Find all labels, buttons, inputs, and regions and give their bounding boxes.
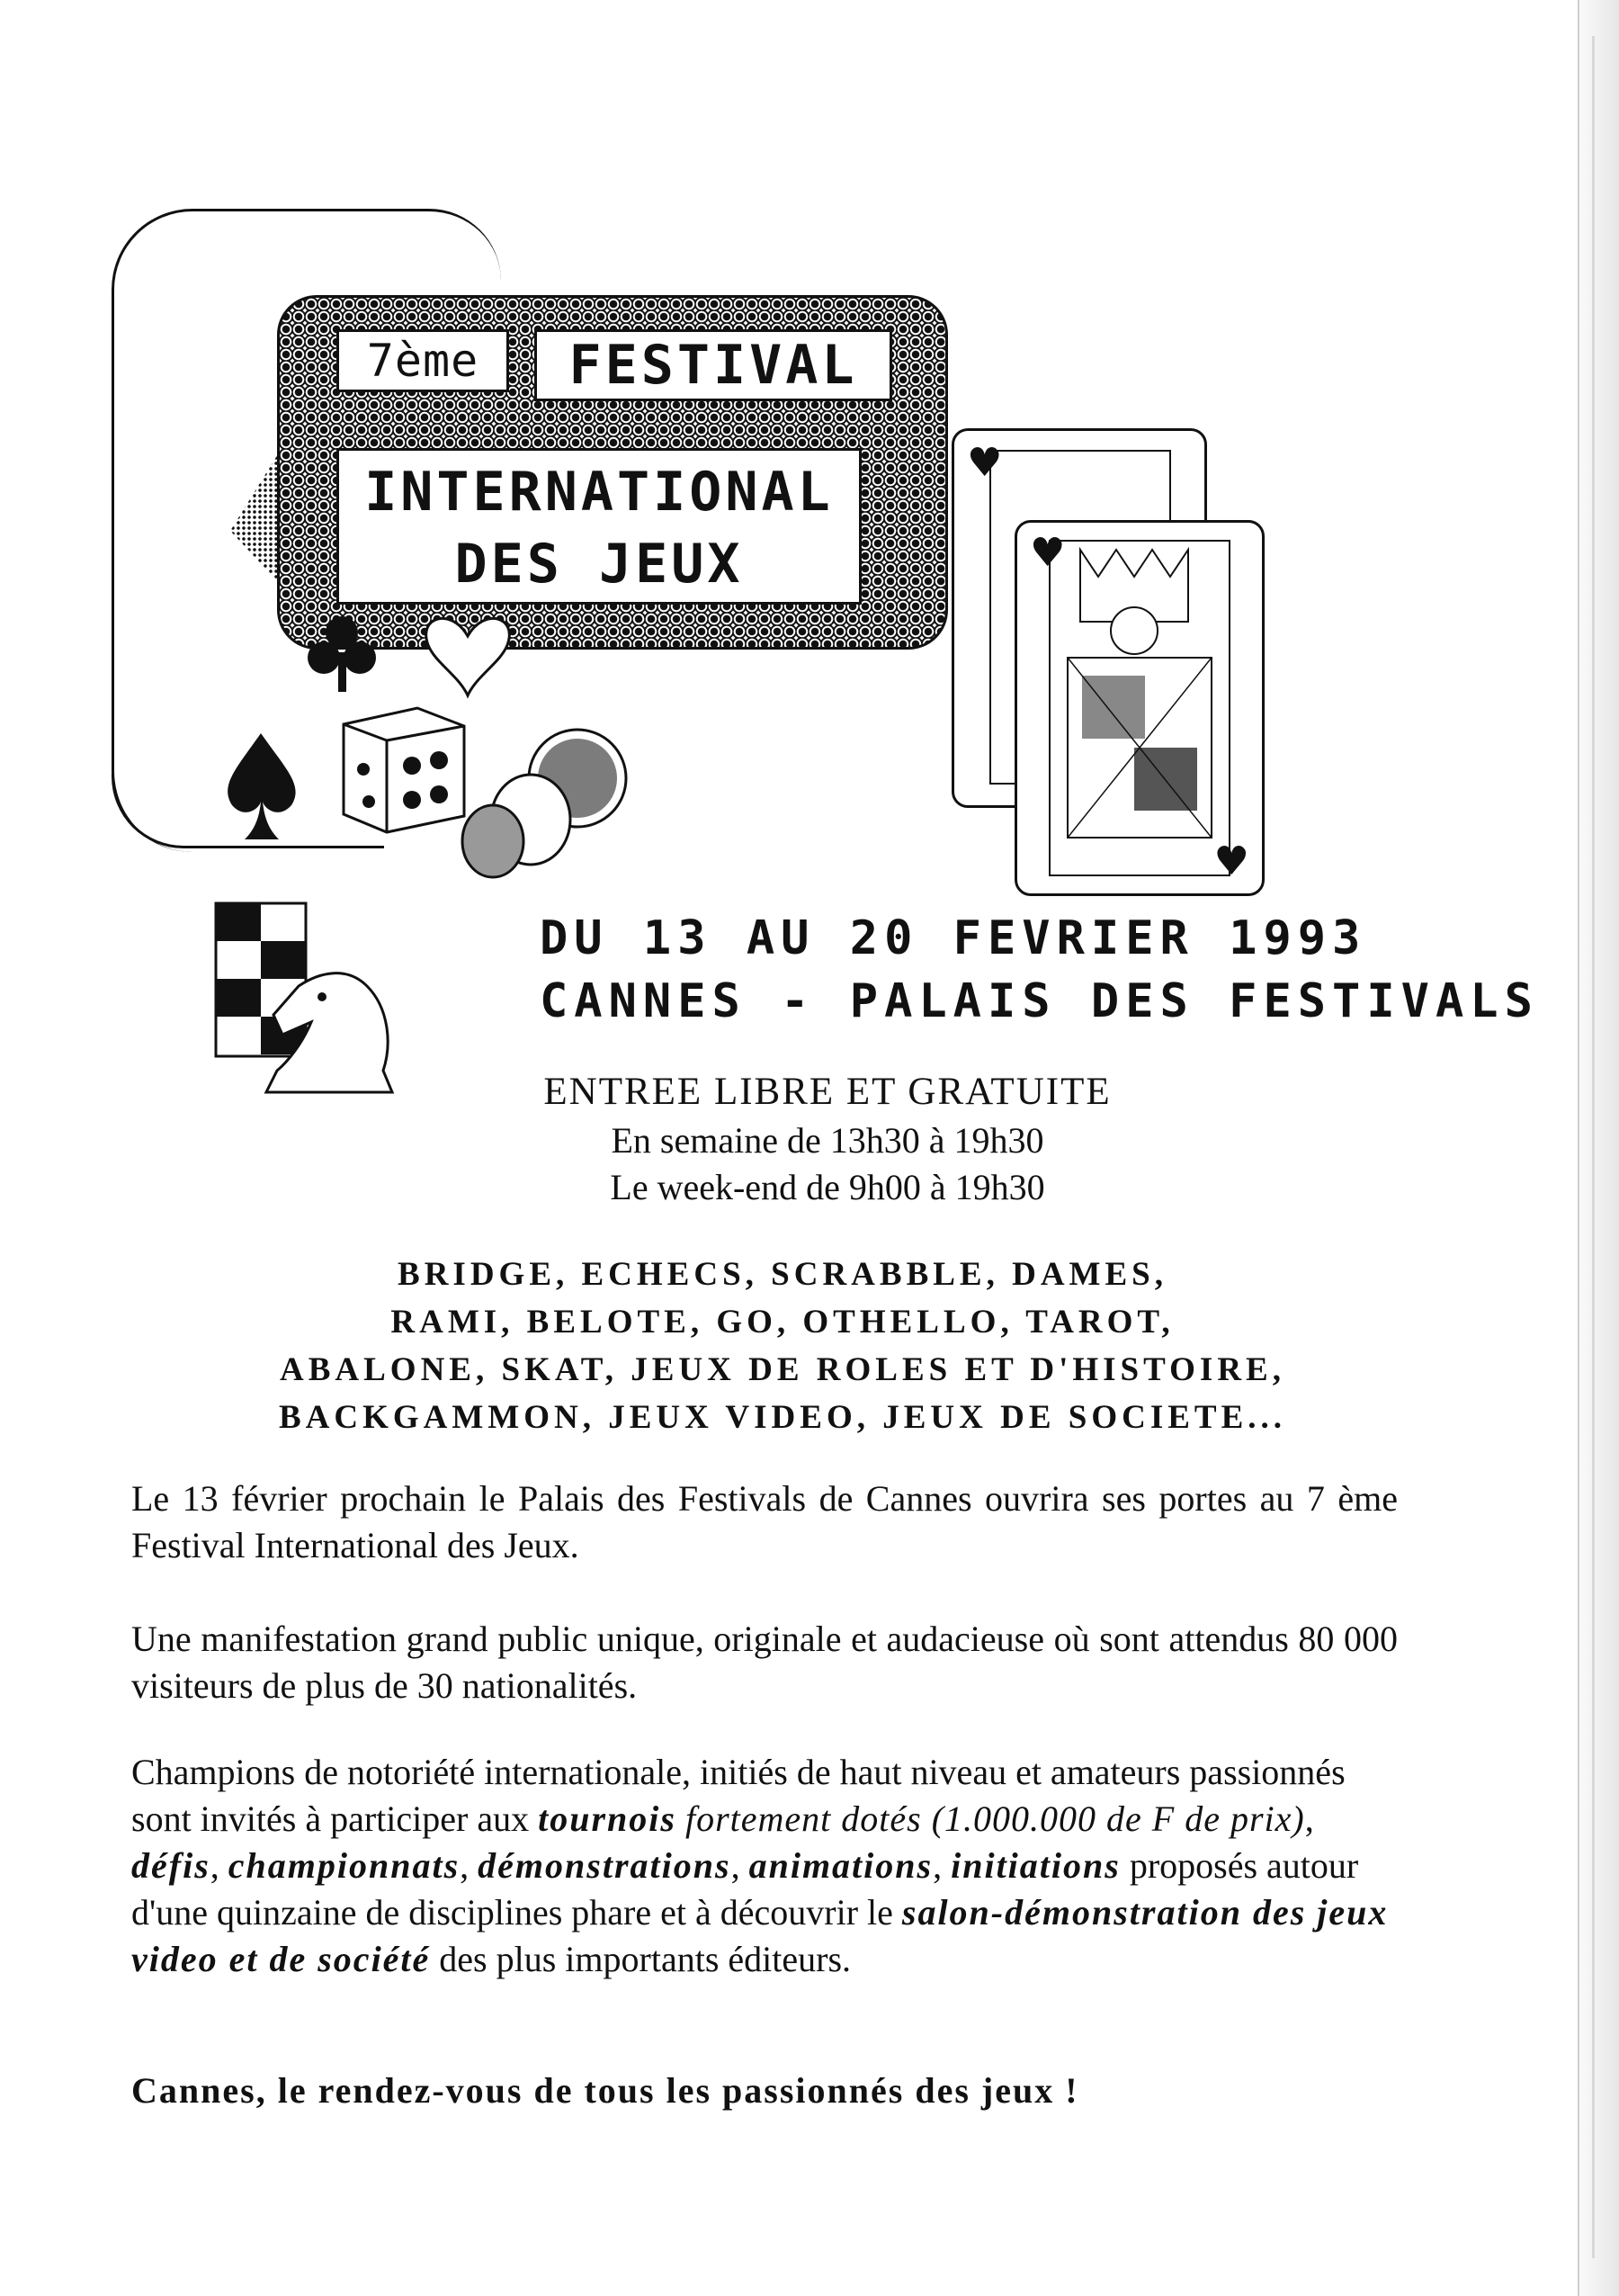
entry-weekend-hours: Le week-end de 9h00 à 19h30 <box>610 1167 1045 1207</box>
event-info <box>540 907 1539 1033</box>
paragraph-opening: Le 13 février prochain le Palais des Festivals de Cannes ouvrira ses portes au 7 ème Festival International des Jeux. <box>131 1478 1398 1565</box>
text-span: , <box>210 1845 228 1886</box>
text-span: , <box>460 1845 479 1886</box>
text-span: , <box>730 1845 749 1886</box>
paragraph-participants <box>131 1749 1398 1983</box>
event-venue: CANNES - PALAIS DES FESTIVALS <box>540 974 1539 1028</box>
emphasis-initiations: initiations <box>951 1845 1121 1886</box>
emphasis-salon-demonstration: salon-démonstration des jeux video et de société <box>131 1892 1389 1979</box>
emphasis-championnats: championnats <box>228 1845 461 1886</box>
emphasis-fortement-dotes: fortement dotés (1.000.000 de F de prix) <box>684 1798 1305 1839</box>
games-line: ABALONE, SKAT, JEUX DE ROLES ET D'HISTOIRE, <box>280 1351 1285 1388</box>
emphasis-defis: défis <box>131 1845 210 1886</box>
text-span: , <box>1304 1798 1314 1839</box>
games-line: BACKGAMMON, JEUX VIDEO, JEUX DE SOCIETE... <box>278 1399 1287 1436</box>
text-span: , <box>933 1845 952 1886</box>
games-line: BRIDGE, ECHECS, SCRABBLE, DAMES, <box>398 1256 1167 1293</box>
card-heart-icon: ♥ <box>967 440 1003 486</box>
page-edge <box>1578 0 1619 2296</box>
logo-title-box <box>336 448 862 605</box>
entry-title: ENTREE LIBRE ET GRATUITE <box>543 1071 1112 1113</box>
games-line: RAMI, BELOTE, GO, OTHELLO, TAROT, <box>390 1304 1175 1341</box>
emphasis-demonstrations: démonstrations <box>478 1845 731 1886</box>
event-dates: DU 13 AU 20 FEVRIER 1993 <box>540 911 1367 965</box>
chess-board-icon <box>216 903 306 1056</box>
entry-info <box>423 1067 1232 1211</box>
chess-icon <box>212 900 401 1096</box>
logo-title-international: INTERNATIONAL <box>364 461 834 524</box>
text-span <box>676 1798 685 1839</box>
text-span: des plus importants éditeurs. <box>430 1939 852 1979</box>
die-icon <box>344 708 464 832</box>
emphasis-animations: animations <box>748 1845 934 1886</box>
heart-icon <box>426 618 510 695</box>
games-list <box>225 1251 1340 1441</box>
text-span: proposés autour d'une quinzaine de disciplines phare et à découvrir le <box>131 1845 1359 1933</box>
game-icons <box>209 589 676 895</box>
logo-title-des-jeux: DES JEUX <box>454 533 744 596</box>
spade-icon <box>228 733 295 839</box>
card-heart-icon: ♥ <box>1213 839 1249 884</box>
text-span: Champions de notoriété internationale, initiés de haut niveau et amateurs passionnés sont invités à participer aux <box>131 1752 1346 1839</box>
card-heart-icon: ♥ <box>1030 530 1066 576</box>
logo-edition: 7ème <box>336 329 509 392</box>
closing-line: Cannes, le rendez-vous de tous les passionnés des jeux ! <box>131 2070 1079 2111</box>
emphasis-tournois: tournois <box>538 1798 676 1839</box>
playing-card-front <box>1015 520 1265 896</box>
paragraph-audience: Une manifestation grand public unique, originale et audacieuse où sont attendus 80 000 visiteurs de plus de 30 nationalités. <box>131 1619 1398 1706</box>
logo-title-festival: FESTIVAL <box>534 329 892 401</box>
entry-weekday-hours: En semaine de 13h30 à 19h30 <box>611 1120 1044 1161</box>
club-icon <box>308 616 376 692</box>
game-token-icon <box>462 730 626 877</box>
